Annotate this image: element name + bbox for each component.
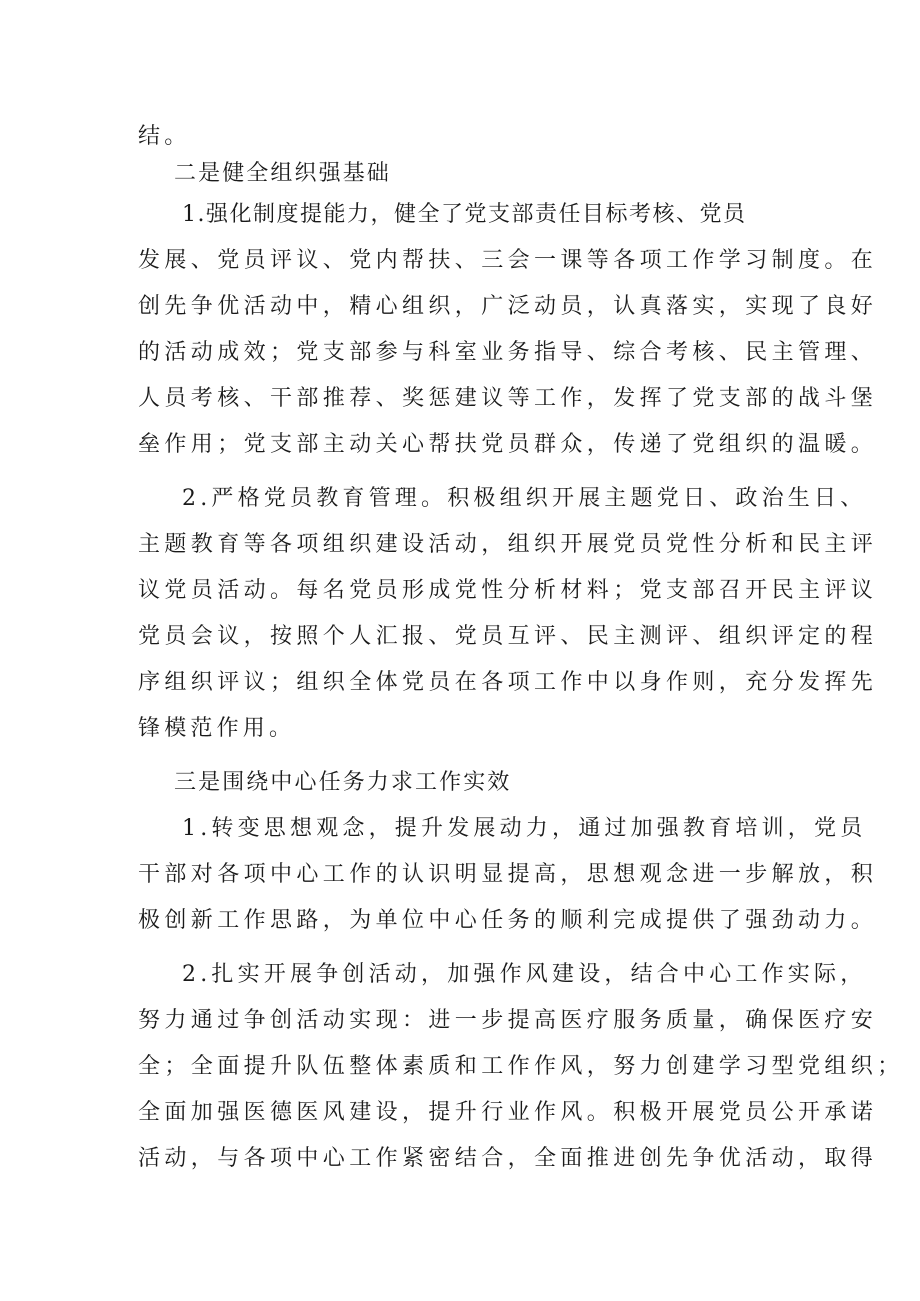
text-line: 的活动成效；党支部参与科室业务指导、综合考核、民主管理、 <box>138 340 878 365</box>
paragraph-2-1-first-line: 1.强化制度提能力，健全了党支部责任目标考核、党员 <box>182 202 747 227</box>
text-line: 结。 <box>138 124 191 149</box>
text-line: 垒作用；党支部主动关心帮扶党员群众，传递了党组织的温暖。 <box>138 432 878 457</box>
text-line: 创先争优活动中，精心组织，广泛动员，认真落实，实现了良好 <box>138 294 878 319</box>
text-line: 锋模范作用。 <box>138 716 296 741</box>
text-line: 干部对各项中心工作的认识明显提高，思想观念进一步解放，积 <box>138 862 878 887</box>
paragraph-3-1-first-line: 1.转变思想观念，提升发展动力，通过加强教育培训，党员 <box>182 816 867 841</box>
body-text <box>138 118 904 1182</box>
section-heading-3: 三是围绕中心任务力求工作实效 <box>174 770 512 795</box>
text-line: 活动，与各项中心工作紧密结合，全面推进创先争优活动，取得 <box>138 1146 878 1171</box>
text-line: 序组织评议；组织全体党员在各项工作中以身作则，充分发挥先 <box>138 670 878 695</box>
text-line: 人员考核、干部推荐、奖惩建议等工作，发挥了党支部的战斗堡 <box>138 386 878 411</box>
text-line: 全；全面提升队伍整体素质和工作作风，努力创建学习型党组织； <box>138 1054 904 1079</box>
section-heading-2: 二是健全组织强基础 <box>174 161 391 186</box>
text-line: 党员会议，按照个人汇报、党员互评、民主测评、组织评定的程 <box>138 624 878 649</box>
paragraph-3-2-first-line: 2.扎实开展争创活动，加强作风建设，结合中心工作实际， <box>182 962 867 987</box>
text-line: 议党员活动。每名党员形成党性分析材料；党支部召开民主评议 <box>138 578 878 603</box>
text-line: 全面加强医德医风建设，提升行业作风。积极开展党员公开承诺 <box>138 1100 878 1125</box>
text-line: 主题教育等各项组织建设活动，组织开展党员党性分析和民主评 <box>138 532 878 557</box>
paragraph-2-2-first-line: 2.严格党员教育管理。积极组织开展主题党日、政治生日、 <box>182 486 867 511</box>
text-line: 发展、党员评议、党内帮扶、三会一课等各项工作学习制度。在 <box>138 248 878 273</box>
text-line: 极创新工作思路，为单位中心任务的顺利完成提供了强劲动力。 <box>138 908 878 933</box>
text-line: 努力通过争创活动实现：进一步提高医疗服务质量，确保医疗安 <box>138 1008 878 1033</box>
